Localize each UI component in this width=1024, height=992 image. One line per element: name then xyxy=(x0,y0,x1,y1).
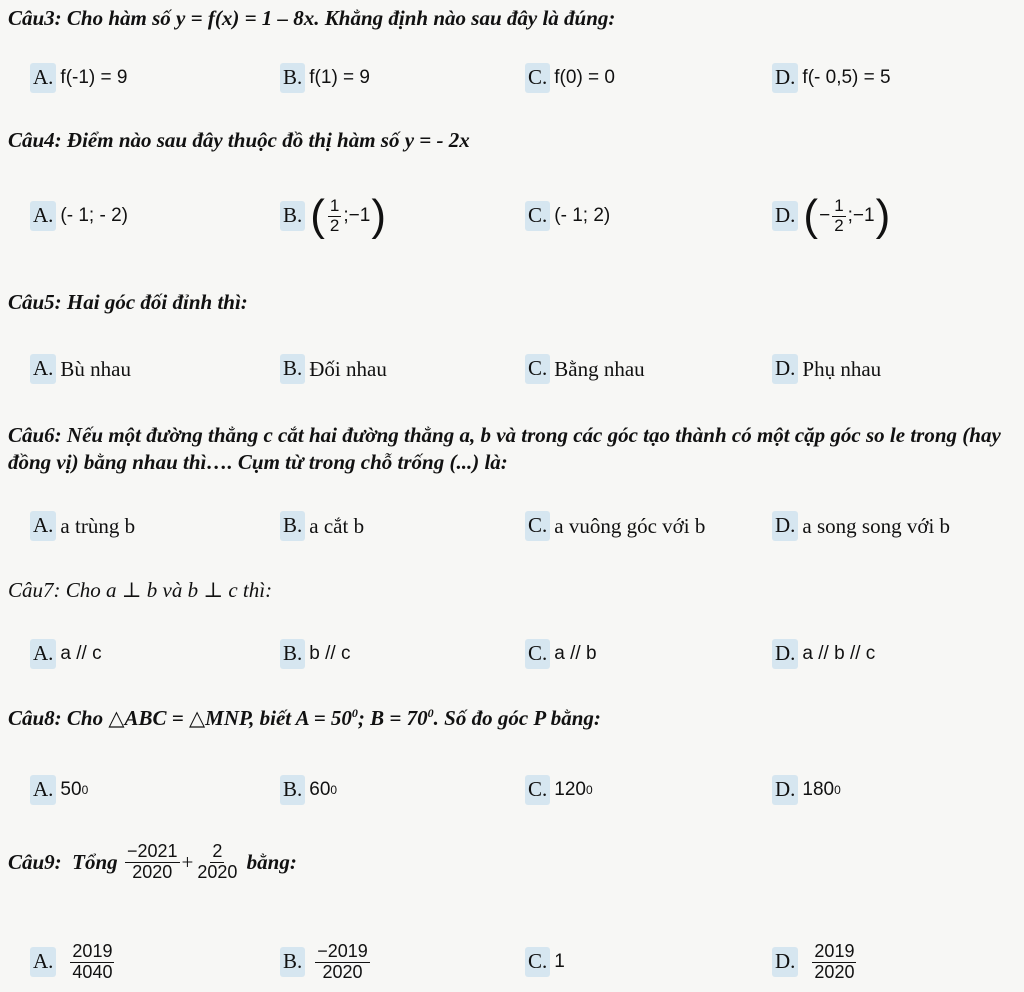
question-4-title: Câu4: Điểm nào sau đây thuộc đồ thị hàm số y = - 2x xyxy=(8,128,470,152)
open-paren: ( xyxy=(310,191,325,240)
fraction-denominator: 2020 xyxy=(197,861,238,882)
fraction xyxy=(195,842,239,883)
question-7-title: Câu7: Cho a ⊥ b và b ⊥ c thì: xyxy=(8,578,273,602)
q4-option-c[interactable] xyxy=(525,196,610,236)
option-letter: A. xyxy=(30,354,56,383)
q9-option-b[interactable] xyxy=(280,942,372,982)
option-text: (- 1; 2) xyxy=(554,205,611,226)
minus-sign: − xyxy=(819,205,831,226)
option-letter: A. xyxy=(30,947,56,976)
option-text xyxy=(554,779,592,801)
option-letter: D. xyxy=(772,201,798,230)
option-math xyxy=(309,191,387,240)
option-text: a song song với b xyxy=(802,513,951,538)
fraction xyxy=(70,942,114,983)
fraction xyxy=(812,942,856,983)
option-text: a vuông góc với b xyxy=(554,513,706,538)
question-6-title: Câu6: Nếu một đường thẳng c cắt hai đường thẳng a, b và trong các góc tạo thành có một cặp góc so le trong (hay đồng vị) bằng nhau thì…. Cụm từ trong chỗ trống (...) là: xyxy=(8,423,1001,475)
option-text: f(- 0,5) = 5 xyxy=(802,67,891,88)
option-math xyxy=(802,191,891,240)
close-paren: ) xyxy=(371,191,386,240)
option-text: a cắt b xyxy=(309,513,365,538)
math-rest: ;−1 xyxy=(847,205,875,226)
option-letter: A. xyxy=(30,511,56,540)
option-letter: B. xyxy=(280,201,305,230)
title-suffix: bằng: xyxy=(241,849,297,874)
fraction-numerator: 2 xyxy=(212,841,223,861)
option-value: 120 xyxy=(554,779,586,800)
option-letter: C. xyxy=(525,947,550,976)
q6-option-b[interactable] xyxy=(280,506,364,546)
fraction xyxy=(125,842,180,883)
option-letter: A. xyxy=(30,639,56,668)
option-letter: B. xyxy=(280,639,305,668)
plus-sign: + xyxy=(181,849,194,874)
option-letter: B. xyxy=(280,511,305,540)
q6-option-a[interactable] xyxy=(30,506,135,546)
option-letter: C. xyxy=(525,639,550,668)
option-letter: C. xyxy=(525,775,550,804)
q9-option-c[interactable] xyxy=(525,942,565,982)
option-text: a // c xyxy=(60,643,102,664)
q7-option-d[interactable] xyxy=(772,634,875,674)
option-letter: C. xyxy=(525,511,550,540)
q4-option-d[interactable] xyxy=(772,191,891,240)
fraction-denominator: 2 xyxy=(329,215,340,235)
option-letter: D. xyxy=(772,63,798,92)
option-text: Bằng nhau xyxy=(554,356,645,381)
title-suffix: . Số đo góc P bằng: xyxy=(433,706,601,730)
degree-symbol: 0 xyxy=(330,783,338,797)
fraction-numerator: −2019 xyxy=(317,940,368,961)
fraction-denominator: 2 xyxy=(834,215,844,235)
q5-option-d[interactable] xyxy=(772,349,881,389)
degree-symbol: 0 xyxy=(81,783,89,797)
option-letter: D. xyxy=(772,511,798,540)
option-text: (- 1; - 2) xyxy=(60,205,128,226)
option-text: a // b // c xyxy=(802,643,876,664)
q5-option-c[interactable] xyxy=(525,349,645,389)
question-8-title xyxy=(8,706,601,731)
q7-option-c[interactable] xyxy=(525,634,597,674)
q5-option-b[interactable] xyxy=(280,349,387,389)
question-3-title: Câu3: Cho hàm số y = f(x) = 1 – 8x. Khẳng định nào sau đây là đúng: xyxy=(8,6,616,30)
option-text: Đối nhau xyxy=(309,356,387,381)
option-value: 180 xyxy=(802,779,835,800)
option-letter: D. xyxy=(772,775,798,804)
q8-option-a[interactable] xyxy=(30,770,88,810)
option-text xyxy=(60,779,88,801)
option-text: f(1) = 9 xyxy=(309,67,370,88)
option-text: f(0) = 0 xyxy=(554,67,615,88)
math-rest: ;−1 xyxy=(343,205,371,226)
option-letter: D. xyxy=(772,947,798,976)
fraction-denominator: 2020 xyxy=(132,861,173,882)
close-paren: ) xyxy=(875,191,891,240)
option-letter: B. xyxy=(280,775,305,804)
option-text: a trùng b xyxy=(60,513,136,538)
option-letter: A. xyxy=(30,201,56,230)
option-text: Bù nhau xyxy=(60,356,131,381)
option-text: a // b xyxy=(554,643,597,664)
title-math-angle-a: A = 50 xyxy=(295,706,352,730)
option-value: 50 xyxy=(60,779,82,800)
q9-option-a[interactable] xyxy=(30,942,116,982)
option-letter: B. xyxy=(280,63,305,92)
q5-option-a[interactable] xyxy=(30,349,131,389)
q8-option-c[interactable] xyxy=(525,770,593,810)
q4-option-b[interactable] xyxy=(280,191,387,240)
q4-option-a[interactable] xyxy=(30,196,128,236)
degree-symbol: 0 xyxy=(427,706,434,720)
option-text: b // c xyxy=(309,643,351,664)
q6-option-c[interactable] xyxy=(525,506,705,546)
q3-option-a[interactable] xyxy=(30,58,127,98)
title-math: △ABC = △MNP xyxy=(108,706,250,730)
q8-option-d[interactable] xyxy=(772,770,841,810)
fraction-denominator: 2020 xyxy=(814,961,855,982)
option-letter: A. xyxy=(30,775,56,804)
fraction-denominator: 2020 xyxy=(322,961,363,982)
fraction-denominator: 4040 xyxy=(72,961,113,982)
fraction-numerator: 2019 xyxy=(72,940,113,961)
option-letter: C. xyxy=(525,201,550,230)
q3-option-b[interactable] xyxy=(280,58,370,98)
option-text xyxy=(802,779,840,801)
q7-option-a[interactable] xyxy=(30,634,102,674)
q3-option-c[interactable] xyxy=(525,58,615,98)
fraction-numerator: 2019 xyxy=(814,940,855,961)
title-math-angle-b: ; B = 70 xyxy=(357,706,428,730)
q9-option-d[interactable] xyxy=(772,942,858,982)
question-9-title xyxy=(8,842,297,883)
option-text: f(-1) = 9 xyxy=(60,67,128,88)
title-prefix: Câu8: Cho xyxy=(8,706,109,730)
option-letter: A. xyxy=(30,63,56,92)
degree-symbol: 0 xyxy=(351,706,358,720)
fraction xyxy=(315,942,370,983)
q7-option-b[interactable] xyxy=(280,634,350,674)
q6-option-d[interactable] xyxy=(772,506,950,546)
option-value: 60 xyxy=(309,779,331,800)
question-5-title: Câu5: Hai góc đối đỉnh thì: xyxy=(8,290,248,314)
q8-option-b[interactable] xyxy=(280,770,337,810)
option-letter: D. xyxy=(772,354,798,383)
title-prefix: Câu9: Tổng xyxy=(8,849,123,874)
degree-symbol: 0 xyxy=(834,783,841,797)
option-letter: B. xyxy=(280,354,305,383)
fraction xyxy=(328,197,341,235)
open-paren: ( xyxy=(803,191,819,240)
fraction-numerator: 1 xyxy=(834,195,844,215)
degree-symbol: 0 xyxy=(585,783,593,797)
option-letter: B. xyxy=(280,947,305,976)
option-text: Phụ nhau xyxy=(802,356,882,381)
title-mid: , biết xyxy=(249,706,296,730)
option-text xyxy=(309,779,337,801)
q3-option-d[interactable] xyxy=(772,58,891,98)
fraction-numerator: −2021 xyxy=(126,841,178,861)
option-letter: D. xyxy=(772,639,798,668)
option-letter: C. xyxy=(525,63,550,92)
option-letter: C. xyxy=(525,354,550,383)
option-text: 1 xyxy=(554,951,565,972)
fraction-numerator: 1 xyxy=(329,195,340,215)
fraction xyxy=(832,197,845,235)
